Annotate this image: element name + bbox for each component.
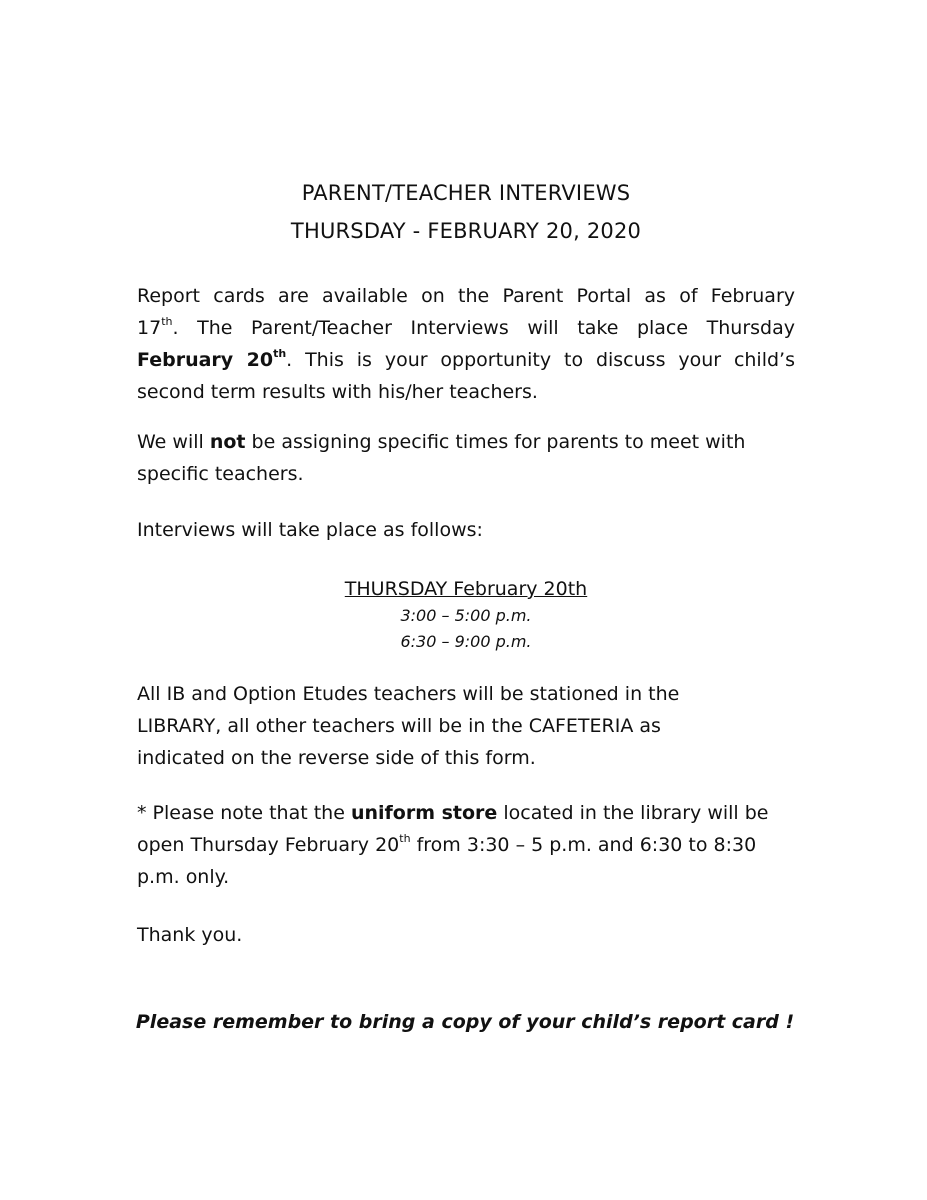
report-card-paragraph bbox=[137, 280, 795, 408]
bold-not: not bbox=[209, 431, 246, 453]
para-text: from 3:30 – 5 p.m. and 6:30 to 8:30 bbox=[410, 834, 757, 856]
para-line bbox=[137, 312, 795, 344]
superscript: th bbox=[273, 346, 287, 360]
schedule-block bbox=[137, 575, 795, 655]
no-specific-times-paragraph bbox=[137, 426, 795, 490]
schedule-heading: THURSDAY February 20th bbox=[344, 578, 588, 600]
para-text: . This is your opportunity to discuss your child’s bbox=[286, 349, 795, 371]
para-text: located in the library will be bbox=[497, 802, 769, 824]
notice-date: THURSDAY - FEBRUARY 20, 2020 bbox=[290, 219, 642, 243]
para-line bbox=[137, 280, 795, 312]
bold-date: February 20 bbox=[137, 349, 274, 371]
bold-uniform-store: uniform store bbox=[350, 802, 498, 824]
para-text: We will bbox=[137, 431, 210, 453]
para-text: open Thursday February 20 bbox=[137, 834, 400, 856]
para-text: . The Parent/Teacher Interviews will take place Thursday bbox=[172, 317, 795, 339]
uniform-store-paragraph bbox=[137, 797, 795, 893]
teacher-location-paragraph bbox=[137, 678, 795, 774]
para-text: LIBRARY, all other teachers will be in the CAFETERIA as bbox=[137, 715, 661, 737]
report-card-reminder: Please remember to bring a copy of your child’s report card ! bbox=[135, 1011, 795, 1033]
para-text: second term results with his/her teachers. bbox=[137, 381, 538, 403]
notice-title: PARENT/TEACHER INTERVIEWS bbox=[301, 181, 631, 205]
para-text: specific teachers. bbox=[137, 463, 304, 485]
superscript: th bbox=[161, 314, 173, 328]
schedule-time: 6:30 – 9:00 p.m. bbox=[400, 632, 532, 651]
para-text: p.m. only. bbox=[137, 866, 230, 888]
para-text: All IB and Option Etudes teachers will be stationed in the bbox=[137, 683, 680, 705]
interviews-intro: Interviews will take place as follows: bbox=[137, 519, 483, 541]
superscript: th bbox=[399, 831, 411, 845]
para-text: be assigning specific times for parents to meet with bbox=[245, 431, 746, 453]
para-text: Report cards are available on the Parent Portal as of February bbox=[137, 285, 795, 307]
closing-text: Thank you. bbox=[137, 924, 243, 946]
schedule-time: 3:00 – 5:00 p.m. bbox=[400, 606, 532, 625]
para-text: indicated on the reverse side of this form. bbox=[137, 747, 536, 769]
para-line bbox=[137, 344, 795, 376]
para-text: 17 bbox=[137, 317, 162, 339]
para-text: * Please note that the bbox=[137, 802, 351, 824]
para-line bbox=[137, 376, 795, 408]
